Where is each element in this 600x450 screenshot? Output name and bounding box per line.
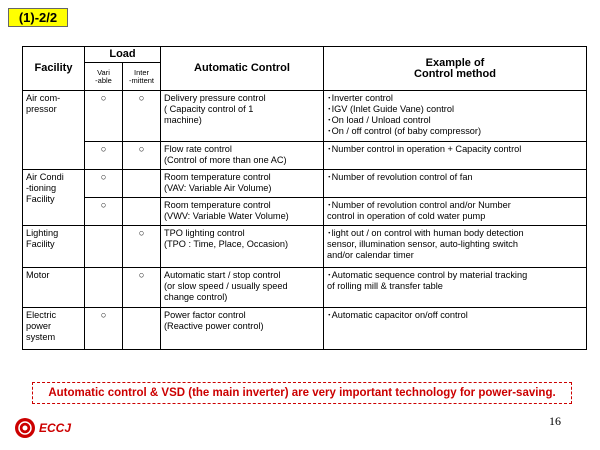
automatic-control-cell: Power factor control (Reactive power control) <box>161 308 324 350</box>
intermittent-load-mark <box>123 170 161 198</box>
facility-cell: Electric power system <box>23 308 85 350</box>
example-line: ･Automatic sequence control by material tracking <box>327 270 528 280</box>
table-row <box>23 308 587 350</box>
example-line: ･Automatic capacitor on/off control <box>327 310 468 320</box>
facility-cell: Air Condi -tioning Facility <box>23 170 85 226</box>
example-line: ･On load / Unload control <box>327 115 431 125</box>
facility-cell: Lighting Facility <box>23 226 85 268</box>
example-line: sensor, illumination sensor, auto-lighting switch <box>327 239 518 249</box>
page-number: 16 <box>549 414 561 428</box>
header-variable: Vari -able <box>85 63 123 91</box>
control-method-table <box>22 46 587 350</box>
variable-load-mark <box>85 268 123 308</box>
example-line: ･Number of revolution control and/or Number <box>327 200 511 210</box>
intermittent-load-mark <box>123 198 161 226</box>
facility-cell: Air com- pressor <box>23 91 85 170</box>
automatic-control-cell: Automatic start / stop control (or slow speed / usually speed change control) <box>161 268 324 308</box>
example-line: ･Inverter control <box>327 93 393 103</box>
example-line: control in operation of cold water pump <box>327 211 486 221</box>
header-automatic-control: Automatic Control <box>161 47 324 91</box>
header-example: Example of Control method <box>324 47 587 91</box>
variable-load-mark <box>85 226 123 268</box>
intermittent-load-mark: ○ <box>123 226 161 268</box>
automatic-control-cell: Delivery pressure control ( Capacity control of 1 machine) <box>161 91 324 142</box>
table-row <box>23 142 587 170</box>
variable-load-mark: ○ <box>85 142 123 170</box>
table-body <box>23 91 587 350</box>
example-line: ･Number control in operation + Capacity control <box>327 144 522 154</box>
example-cell <box>324 268 587 308</box>
example-cell <box>324 91 587 142</box>
variable-load-mark: ○ <box>85 308 123 350</box>
table-row <box>23 268 587 308</box>
intermittent-load-mark: ○ <box>123 268 161 308</box>
intermittent-load-mark <box>123 308 161 350</box>
intermittent-load-mark: ○ <box>123 91 161 142</box>
facility-cell: Motor <box>23 268 85 308</box>
example-line: ･IGV (Inlet Guide Vane) control <box>327 104 454 114</box>
automatic-control-cell: Flow rate control (Control of more than one AC) <box>161 142 324 170</box>
example-cell <box>324 226 587 268</box>
table-row <box>23 170 587 198</box>
automatic-control-cell: TPO lighting control (TPO : Time, Place, Occasion) <box>161 226 324 268</box>
table-row <box>23 226 587 268</box>
example-line: ･Number of revolution control of fan <box>327 172 473 182</box>
example-cell <box>324 198 587 226</box>
variable-load-mark: ○ <box>85 91 123 142</box>
variable-load-mark: ○ <box>85 198 123 226</box>
automatic-control-cell: Room temperature control (VAV: Variable Air Volume) <box>161 170 324 198</box>
eccj-logo-icon <box>14 417 36 439</box>
example-cell <box>324 308 587 350</box>
example-cell <box>324 142 587 170</box>
example-line: ･light out / on control with human body detection <box>327 228 524 238</box>
power-saving-note: Automatic control & VSD (the main inverter) are very important technology for power-saving. <box>32 382 572 404</box>
automatic-control-cell: Room temperature control (VWV: Variable Water Volume) <box>161 198 324 226</box>
header-load: Load <box>85 47 161 63</box>
variable-load-mark: ○ <box>85 170 123 198</box>
eccj-logo <box>14 417 104 441</box>
header-intermittent: Inter -mittent <box>123 63 161 91</box>
table-row <box>23 198 587 226</box>
table-row <box>23 91 587 142</box>
example-line: ･On / off control (of baby compressor) <box>327 126 482 136</box>
header-facility: Facility <box>23 47 85 91</box>
intermittent-load-mark: ○ <box>123 142 161 170</box>
logo-text: ECCJ <box>39 421 72 435</box>
example-line: and/or calendar timer <box>327 250 414 260</box>
slide-title: (1)-2/2 <box>8 8 68 27</box>
example-cell <box>324 170 587 198</box>
example-line: of rolling mill & transfer table <box>327 281 443 291</box>
